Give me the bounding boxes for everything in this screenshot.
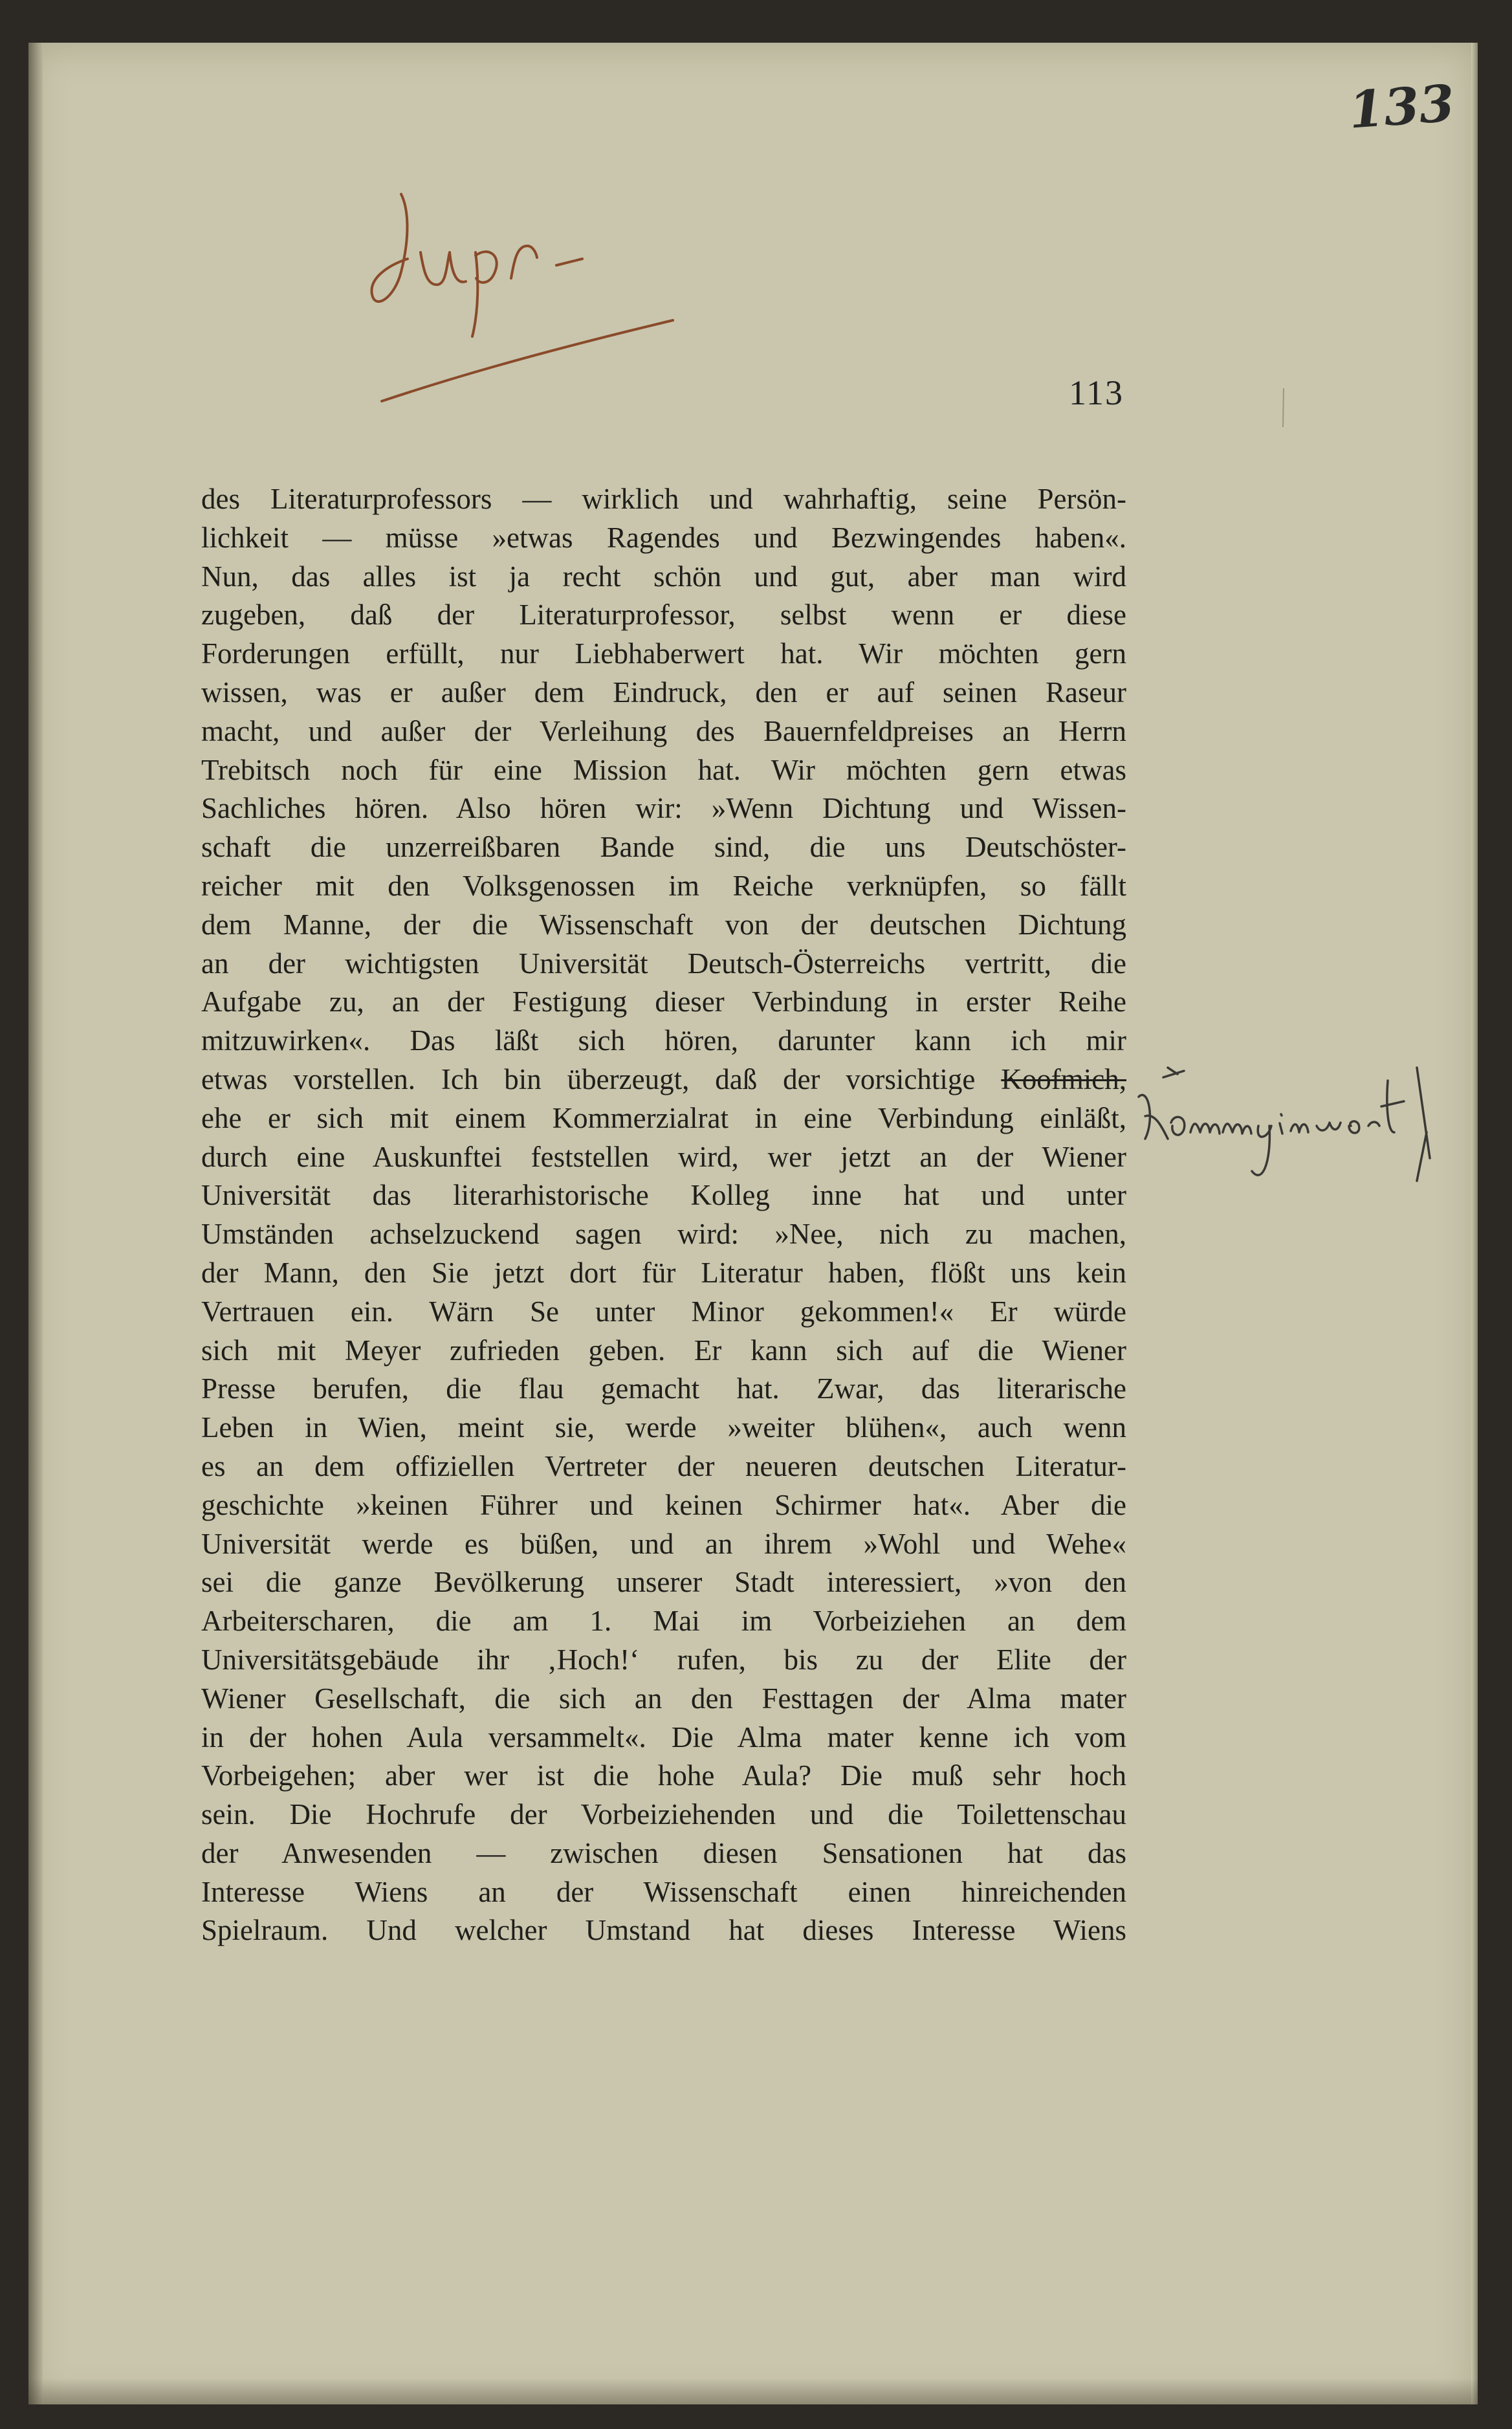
text-line: Leben in Wien, meint sie, werde »weiter blühen«, auch wenn bbox=[201, 1411, 1126, 1444]
text-line: Universität das literarhistorische Kolleg inne hat und unter bbox=[201, 1179, 1126, 1212]
text-line: geschichte »keinen Führer und keinen Schirmer hat«. Aber die bbox=[201, 1488, 1126, 1521]
text-line: wissen, was er außer dem Eindruck, den er auf seinen Raseur bbox=[201, 676, 1126, 709]
text-line: Spielraum. Und welcher Umstand hat dieses Interesse Wiens bbox=[201, 1914, 1126, 1947]
text-line: reicher mit den Volksgenossen im Reiche verknüpfen, so fällt bbox=[201, 869, 1126, 902]
text-line: in der hohen Aula versammelt«. Die Alma mater kenne ich vom bbox=[201, 1720, 1126, 1753]
text-line: lichkeit — müsse »etwas Ragendes und Bezwingendes haben«. bbox=[201, 521, 1126, 554]
text-line: Wiener Gesellschaft, die sich an den Festtagen der Alma mater bbox=[201, 1682, 1126, 1715]
text-line: dem Manne, der die Wissenschaft von der deutschen Dichtung bbox=[201, 908, 1126, 941]
text-line-with-strike bbox=[201, 1061, 1126, 1099]
text-line: Umständen achselzuckend sagen wird: »Nee, nich zu machen, bbox=[201, 1218, 1126, 1251]
text-line: schaft die unzerreißbaren Bande sind, die uns Deutschöster- bbox=[201, 831, 1126, 864]
text-line: Sachliches hören. Also hören wir: »Wenn Dichtung und Wissen- bbox=[201, 792, 1126, 825]
text-line: macht, und außer der Verleihung des Bauernfeldpreises an Herrn bbox=[201, 714, 1126, 747]
text-line: sei die ganze Bevölkerung unserer Stadt interessiert, »von den bbox=[201, 1566, 1126, 1599]
text-line: sich mit Meyer zufrieden geben. Er kann sich auf die Wiener bbox=[201, 1334, 1126, 1367]
text-line: mitzuwirken«. Das läßt sich hören, darunter kann ich mir bbox=[201, 1024, 1126, 1057]
body-text bbox=[201, 480, 1126, 1950]
text-line: es an dem offiziellen Vertreter der neueren deutschen Literatur- bbox=[201, 1449, 1126, 1482]
text-line: zugeben, daß der Literaturprofessor, selbst wenn er diese bbox=[201, 599, 1126, 632]
text-line: Interesse Wiens an der Wissenschaft einen hinreichenden bbox=[201, 1875, 1126, 1908]
page-bottom-shadow bbox=[28, 2379, 1478, 2404]
text-line: Trebitsch noch für eine Mission hat. Wir möchten gern etwas bbox=[201, 753, 1126, 786]
text-line: Vertrauen ein. Wärn Se unter Minor gekommen!« Er würde bbox=[201, 1295, 1126, 1328]
handwritten-note-top bbox=[362, 181, 699, 414]
text-line-prefix: etwas vorstellen. Ich bin überzeugt, daß der vorsichtige bbox=[201, 1062, 1002, 1095]
pencil-mark bbox=[1281, 388, 1286, 427]
text-line: durch eine Auskunftei feststellen wird, wer jetzt an der Wiener bbox=[201, 1140, 1126, 1173]
text-line: an der wichtigsten Universität Deutsch-Österreichs vertritt, die bbox=[201, 947, 1126, 980]
struck-word: Koofmich, bbox=[1001, 1062, 1126, 1095]
margin-correction-note bbox=[1132, 1061, 1456, 1191]
page-binding-edge bbox=[28, 43, 43, 2404]
text-line: Universität werde es büßen, und an ihrem »Wohl und Wehe« bbox=[201, 1527, 1126, 1560]
folio-number: 133 bbox=[1347, 74, 1456, 140]
text-line: Forderungen erfüllt, nur Liebhaberwert hat. Wir möchten gern bbox=[201, 637, 1126, 670]
text-line: des Literaturprofessors — wirklich und wahrhaftig, seine Persön- bbox=[201, 483, 1126, 515]
text-line: der Anwesenden — zwischen diesen Sensationen hat das bbox=[201, 1836, 1126, 1869]
text-line: der Mann, den Sie jetzt dort für Literatur haben, flößt uns kein bbox=[201, 1256, 1126, 1289]
text-line: ehe er sich mit einem Kommerzialrat in eine Verbindung einläßt, bbox=[201, 1101, 1126, 1134]
text-line: Aufgabe zu, an der Festigung dieser Verbindung in erster Reihe bbox=[201, 985, 1126, 1018]
text-line: sein. Die Hochrufe der Vorbeiziehenden und die Toilettenschau bbox=[201, 1798, 1126, 1831]
page-number: 113 bbox=[1069, 373, 1124, 412]
page-right-edge bbox=[1471, 43, 1478, 2404]
text-line: Presse berufen, die flau gemacht hat. Zwar, das literarische bbox=[201, 1372, 1126, 1405]
text-line: Universitätsgebäude ihr ‚Hoch!‘ rufen, bis zu der Elite der bbox=[201, 1643, 1126, 1676]
text-line: Vorbeigehen; aber wer ist die hohe Aula? Die muß sehr hoch bbox=[201, 1759, 1126, 1792]
text-line: Nun, das alles ist ja recht schön und gut, aber man wird bbox=[201, 560, 1126, 593]
text-line: Arbeiterscharen, die am 1. Mai im Vorbeiziehen an dem bbox=[201, 1605, 1126, 1638]
